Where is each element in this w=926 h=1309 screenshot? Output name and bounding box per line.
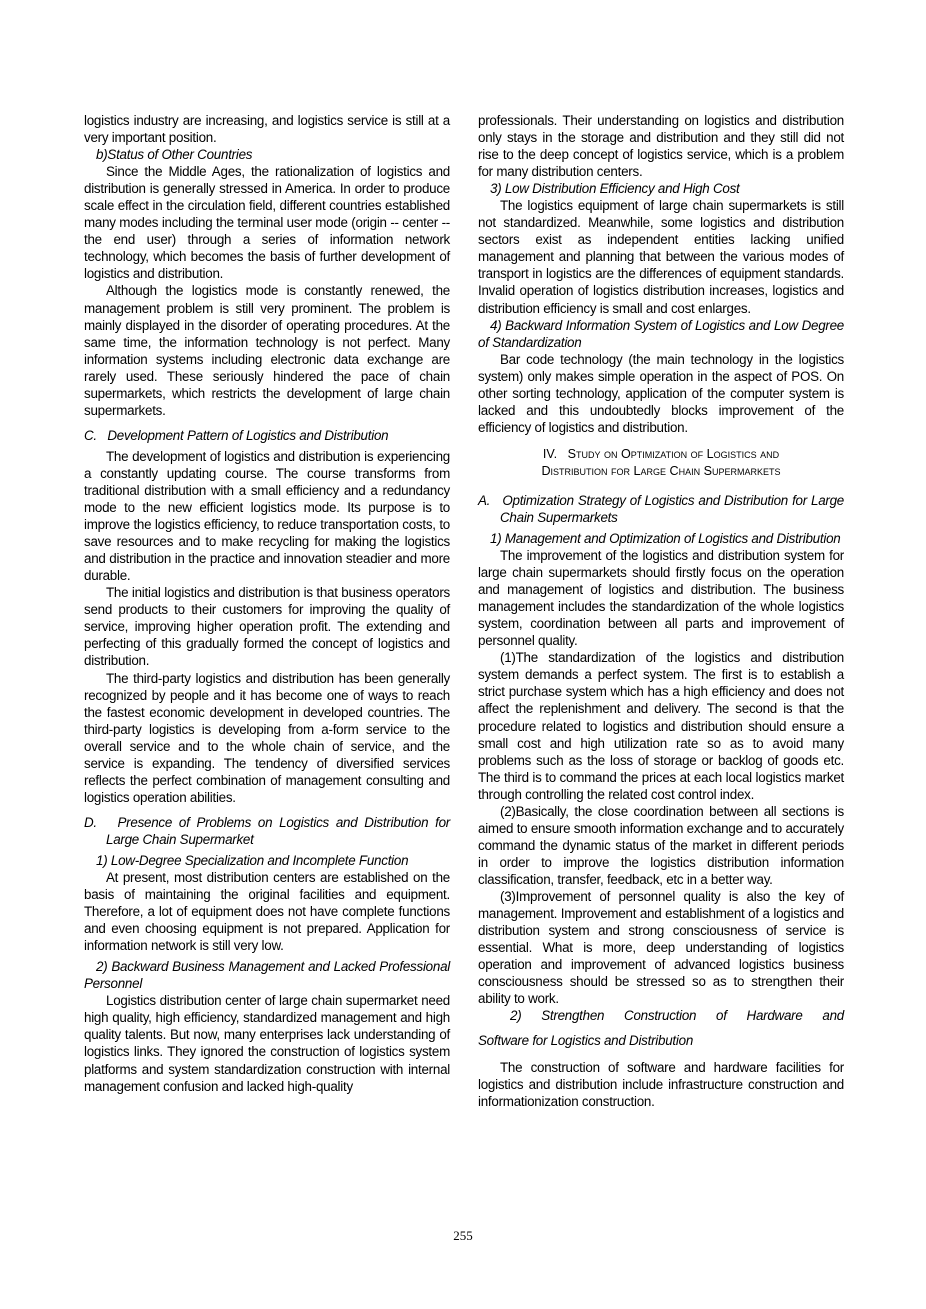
section-label: D. bbox=[84, 814, 97, 830]
left-column bbox=[84, 112, 450, 1095]
section-heading-iv bbox=[478, 446, 844, 480]
right-column bbox=[478, 112, 844, 1111]
subsection-heading: 1) Low-Degree Specialization and Incomplete Function bbox=[96, 852, 409, 868]
paragraph: Bar code technology (the main technology in the logistics system) only makes simple operation in the aspect of POS. On other sorting technology, application of the computer system is lacked and this undoubtedly blocks improvement of the efficiency of logistics and distribution. bbox=[478, 351, 844, 435]
paragraph: At present, most distribution centers are established on the basis of maintaining the original facilities and equipment. Therefore, a lot of equipment does not have complete functions and even choosing equipment is not prepared. Application for information network is still very low. bbox=[84, 870, 450, 954]
paragraph: professionals. Their understanding on logistics and distribution only stays in the storage and distribution and they still did not rise to the deep concept of logistics service, which is a problem for many distribution centers. bbox=[478, 113, 844, 180]
section-heading-d bbox=[84, 814, 450, 848]
paragraph: The initial logistics and distribution is that business operators send products to their customers for improving the quality of service, improving higher operation profit. The extending and perfecting of this gradually formed the concept of logistics and distribution. bbox=[84, 585, 450, 669]
section-heading-c bbox=[84, 427, 450, 444]
paragraph: (1)The standardization of the logistics and distribution system demands a perfect system. The first is to establish a strict purchase system which has a high efficiency and does not affect the replenishment and delivery. The second is that the procedure related to logistics and distribution should ensure a small cost and high utilization rate so as to avoid many problems such as the loss of storage or backlog of goods etc. The third is to command the prices at each local logistics market through controlling the related cost control index. bbox=[478, 650, 844, 802]
section-heading-a bbox=[478, 492, 844, 526]
paragraph: (3)Improvement of personnel quality is also the key of management. Improvement and establishment of a logistics and distribution system and strong consciousness of service is essential. What is more, deep understanding of logistics operation and improvement of advanced logistics business consciousness should be stressed so as to strengthen their ability to work. bbox=[478, 888, 844, 1007]
section-title: Presence of Problems on Logistics and Distribution for Large Chain Supermarket bbox=[106, 814, 451, 847]
subsection-heading: 2) Backward Business Management and Lacked Professional Personnel bbox=[84, 959, 450, 992]
subsection-heading: b)Status of Other Countries bbox=[96, 147, 253, 163]
subsection-heading: 3) Low Distribution Efficiency and High Cost bbox=[490, 181, 740, 197]
subsection-heading: 2) Strengthen Construction of Hardware and bbox=[510, 1008, 844, 1024]
paragraph: The construction of software and hardware facilities for logistics and distribution include infrastructure construction and informationization construction. bbox=[478, 1060, 844, 1110]
section-label: C. bbox=[84, 427, 97, 443]
paragraph: The development of logistics and distribution is experiencing a constantly updating course. The course transforms from traditional distribution with a small efficiency and a redundancy mode to the new efficient logistics mode. Its purpose is to improve the logistics efficiency, to reduce transportation costs, to save resources and to make recycling for making the logistics and distribution in the practice and innovation steadier and more durable. bbox=[84, 448, 450, 584]
subsection-heading: 4) Backward Information System of Logistics and Low Degree of Standardization bbox=[478, 317, 844, 350]
paragraph: logistics industry are increasing, and logistics service is still at a very important position. bbox=[84, 113, 450, 146]
paragraph: Since the Middle Ages, the rationalization of logistics and distribution is generally stressed in America. In order to produce scale effect in the circulation field, different countries established many modes including the terminal user mode (origin -- center -- the end user) through a series of information network technology, which becomes the basis of further development of logistics and distribution. bbox=[84, 164, 450, 282]
page-number: 255 bbox=[453, 1228, 473, 1243]
section-title: Development Pattern of Logistics and Distribution bbox=[107, 427, 389, 443]
paragraph: Logistics distribution center of large chain supermarket need high quality, high efficiency, standardized management and high quality talents. But now, many enterprises lack understanding of logistics links. They ignored the construction of logistics system platforms and system standardization construction with internal management confusion and lacked high-quality bbox=[84, 993, 450, 1094]
paragraph: The logistics equipment of large chain supermarkets is still not standardized. Meanwhile, some logistics and distribution sectors exist as independent entities lacking unified management and planning that between the various modes of transport in logistics are the differences of equipment standards. Invalid operation of logistics distribution increases, logistics and distribution efficiency is small and cost enlarges. bbox=[478, 198, 844, 316]
paragraph: The third-party logistics and distribution has been generally recognized by people and it has become one of ways to reach the fastest economic development in developed countries. The third-party logistics is developing from a-form service to the overall service and to the whole chain of service, and the service is expanding. The tendency of diversified services reflects the perfect combination of management consulting and logistics operation abilities. bbox=[84, 670, 450, 805]
section-title: Study on Optimization of Logistics and bbox=[567, 446, 780, 461]
subsection-heading: 1) Management and Optimization of Logistics and Distribution bbox=[490, 530, 841, 546]
subsection-heading: Software for Logistics and Distribution bbox=[478, 1033, 694, 1049]
section-title: Optimization Strategy of Logistics and Distribution for Large Chain Supermarkets bbox=[500, 492, 844, 525]
section-heading-line bbox=[478, 446, 844, 463]
section-heading-line: Distribution for Large Chain Supermarkets bbox=[541, 463, 781, 478]
paragraph: The improvement of the logistics and distribution system for large chain supermarkets should firstly focus on the operation and management of logistics and distribution. The business management includes the standardization of the whole logistics system, coordination between all parts and improvement of personnel quality. bbox=[478, 548, 844, 649]
paragraph: Although the logistics mode is constantly renewed, the management problem is still very prominent. The problem is mainly displayed in the disorder of operating procedures. At the same time, the information technology is not perfect. Many information systems including electronic data exchange are rarely used. These seriously hindered the pace of chain supermarkets, which restricts the development of large chain supermarkets. bbox=[84, 283, 450, 418]
section-label: A. bbox=[478, 492, 491, 508]
paragraph: (2)Basically, the close coordination between all sections is aimed to ensure smooth information exchange and to accurately command the dynamic status of the market in different periods in order to improve the logistics distribution information classification, transfer, feedback, etc in a better way. bbox=[478, 803, 844, 887]
section-number: IV. bbox=[542, 446, 558, 461]
